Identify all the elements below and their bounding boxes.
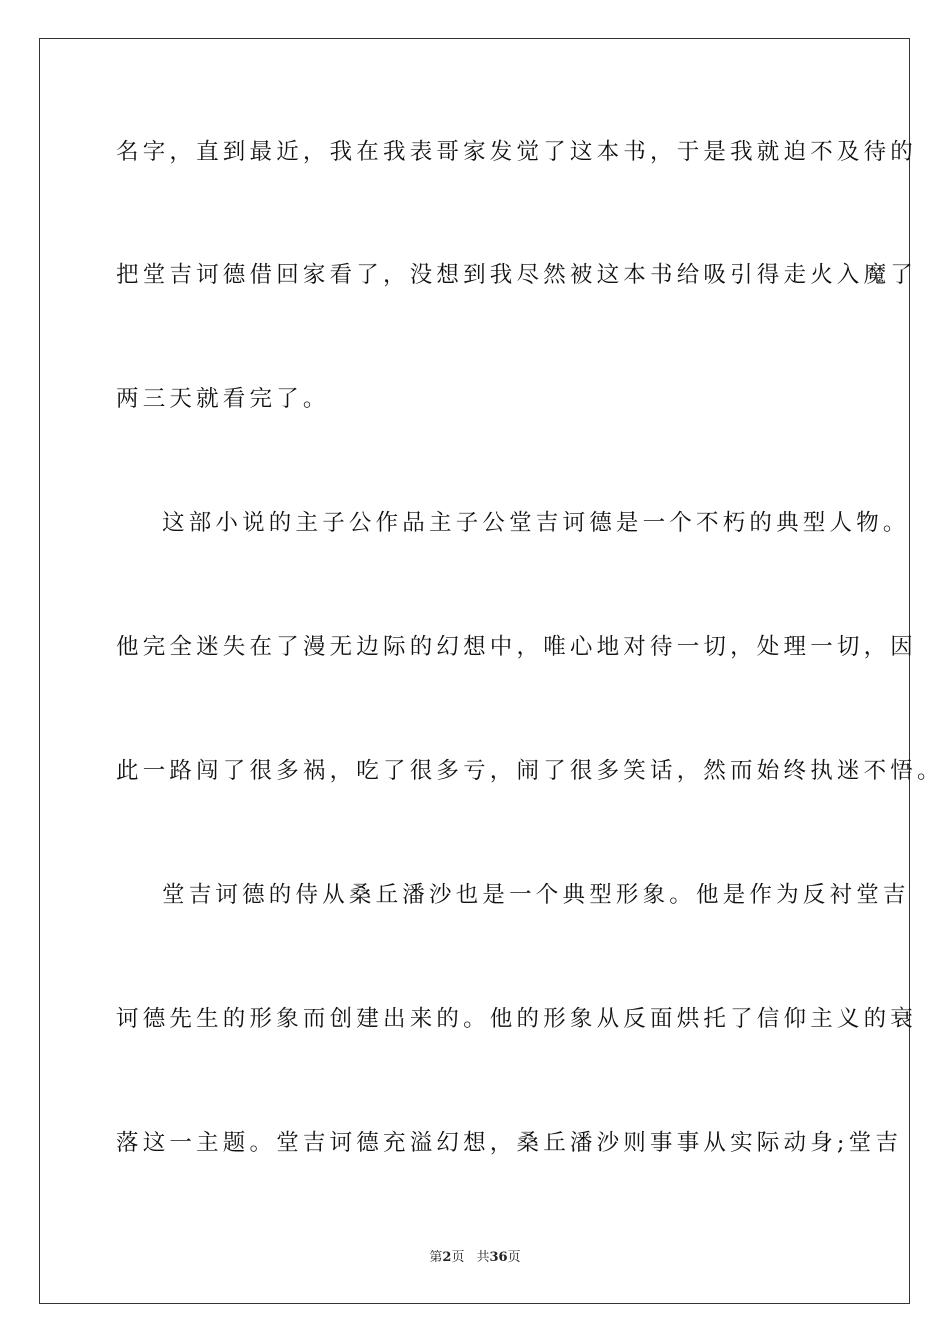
page-footer — [0, 1246, 950, 1265]
text-line-1: 名字，直到最近，我在我表哥家发觉了这本书，于是我就迫不及待的 — [116, 139, 918, 165]
footer-page-suffix: 页 — [451, 1250, 465, 1265]
footer-total-prefix: 共 — [476, 1250, 490, 1265]
text-line-6: 此一路闯了很多祸，吃了很多亏，闹了很多笑话，然而始终执迷不悟。 — [116, 758, 944, 784]
footer-total-number: 36 — [489, 1250, 508, 1265]
text-line-2: 把堂吉诃德借回家看了，没想到我尽然被这本书给吸引得走火入魔了 — [116, 262, 918, 288]
text-line-3: 两三天就看完了。 — [116, 386, 330, 412]
text-line-9: 落这一主题。堂吉诃德充溢幻想，桑丘潘沙则事事从实际动身;堂吉 — [116, 1130, 903, 1156]
footer-page-prefix: 第 — [429, 1250, 443, 1265]
page-border — [39, 38, 944, 1304]
text-line-5: 他完全迷失在了漫无边际的幻想中，唯心地对待一切，处理一切，因 — [116, 634, 918, 660]
footer-total-suffix: 页 — [507, 1250, 521, 1265]
text-line-8: 诃德先生的形象而创建出来的。他的形象从反面烘托了信仰主义的衰 — [116, 1006, 918, 1032]
footer-page-number: 2 — [442, 1250, 452, 1265]
text-line-7: 堂吉诃德的侍从桑丘潘沙也是一个典型形象。他是作为反衬堂吉 — [162, 882, 910, 908]
text-line-4: 这部小说的主子公作品主子公堂吉诃德是一个不朽的典型人物。 — [162, 510, 910, 536]
